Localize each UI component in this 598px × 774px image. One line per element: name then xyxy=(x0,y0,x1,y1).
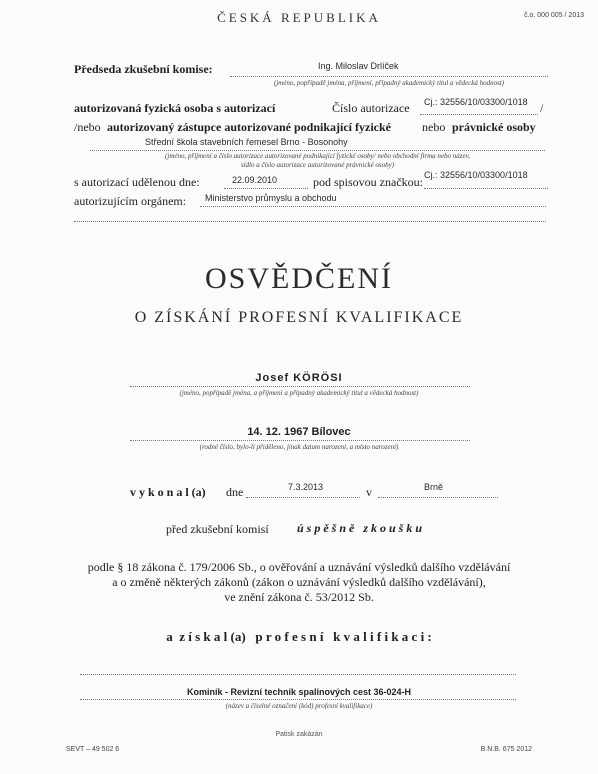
before-committee: před zkušební komisí xyxy=(166,522,269,536)
birth-dotline xyxy=(130,440,470,441)
exam-place: Brně xyxy=(424,482,444,492)
entity-name: Střední škola stavebních řemesel Brno - Bosonohy xyxy=(145,137,348,147)
chair-dotline xyxy=(230,76,548,77)
holder-birth: 14. 12. 1967 Bílovec xyxy=(247,426,351,438)
or-label: /nebo xyxy=(74,120,101,134)
holder-name: Josef KÖRÖSI xyxy=(255,372,343,384)
legal-entity-label: právnické osoby xyxy=(452,120,536,134)
copy-forbidden: Patisk zakázán xyxy=(275,731,323,738)
holder-name-note: (jméno, popřípadě jména, a příjmení a případný akademický titul a vědecká hodnost) xyxy=(179,389,419,397)
date-label: dne xyxy=(226,485,244,499)
footer-right-code: B.N.B. 675 2012 xyxy=(480,746,532,753)
qualification-dotline-top xyxy=(80,674,516,675)
qualification-dotline xyxy=(80,699,516,700)
chair-label: Předseda zkušební komise: xyxy=(74,62,213,76)
authority-dotline-2 xyxy=(74,221,546,222)
qualification-name: Kominík - Revizní technik spalinových cest 36-024-H xyxy=(186,687,412,697)
authority-value: Ministerstvo průmyslu a obchodu xyxy=(205,193,337,203)
file-ref-value: Cj.: 32556/10/03300/1018 xyxy=(424,170,528,180)
auth-number-label: Číslo autorizace xyxy=(332,101,410,115)
chair-note: (jméno, popřípadě jména, příjmení, případný akademický titul a vědecká hodnost) xyxy=(273,79,505,87)
auth-number-dotline xyxy=(420,114,538,115)
file-ref-label: pod spisovou značkou: xyxy=(313,175,423,189)
holder-dotline xyxy=(130,386,470,387)
entity-dotline xyxy=(90,150,545,151)
law-line-3: ve znění zákona č. 53/2012 Sb. xyxy=(224,590,374,604)
granted-date: 22.09.2010 xyxy=(232,175,278,185)
slash: / xyxy=(540,101,544,115)
holder-birth-note: (rodné číslo, bylo-li přiděleno, jinak datum narození, a místo narození) xyxy=(199,443,399,451)
qualification-heading: a z í s k a l (a) p r o f e s n í k v a l i f i k a c i : xyxy=(166,629,432,644)
place-dotline xyxy=(378,497,498,498)
entity-note-1: (jméno, příjmení a číslo autorizace autorizované podnikající fyzické osoby/ nebo obchodní firma nebo název, xyxy=(165,152,470,160)
footer-left-code: SEVT – 49 502 6 xyxy=(66,746,120,753)
entity-note-2: sídlo a číslo autorizace autorizované právnické osoby) xyxy=(240,161,395,169)
performed-label: v y k o n a l (a) xyxy=(130,485,206,499)
authorized-rep-label: autorizovaný zástupce autorizované podnikající fyzické xyxy=(107,120,391,134)
chair-name: Ing. Miloslav Drlíček xyxy=(318,61,399,71)
granted-label: s autorizací udělenou dne: xyxy=(74,175,200,189)
country-header: ČESKÁ REPUBLIKA xyxy=(217,10,381,25)
authority-dotline xyxy=(200,206,546,207)
law-line-1: podle § 18 zákona č. 179/2006 Sb., o ověřování a uznávání výsledků dalšího vzdělávání xyxy=(87,560,511,574)
document-subtitle: O ZÍSKÁNÍ PROFESNÍ KVALIFIKACE xyxy=(134,309,464,326)
or-label-2: nebo xyxy=(422,120,446,134)
authorized-person-label: autorizovaná fyzická osoba s autorizací xyxy=(74,101,276,115)
qualification-note: (název a číselné označení (kód) profesní kvalifikace) xyxy=(225,702,373,710)
auth-number-value: Cj.: 32556/10/03300/1018 xyxy=(424,97,528,107)
date-dotline xyxy=(246,497,360,498)
file-ref-dotline xyxy=(424,188,548,189)
place-label: v xyxy=(366,485,372,499)
exam-date: 7.3.2013 xyxy=(288,482,324,492)
document-title: OSVĚDČENÍ xyxy=(205,262,393,295)
serial-number: č.o. 000 005 / 2013 xyxy=(524,12,584,19)
authority-label: autorizujícím orgánem: xyxy=(74,194,187,208)
success-text: ú s p ě š n ě z k o u š k u xyxy=(297,521,423,535)
law-line-2: a o změně některých zákonů (zákon o uznávání výsledků dalšího vzdělávání), xyxy=(112,575,486,589)
granted-dotline xyxy=(224,188,308,189)
